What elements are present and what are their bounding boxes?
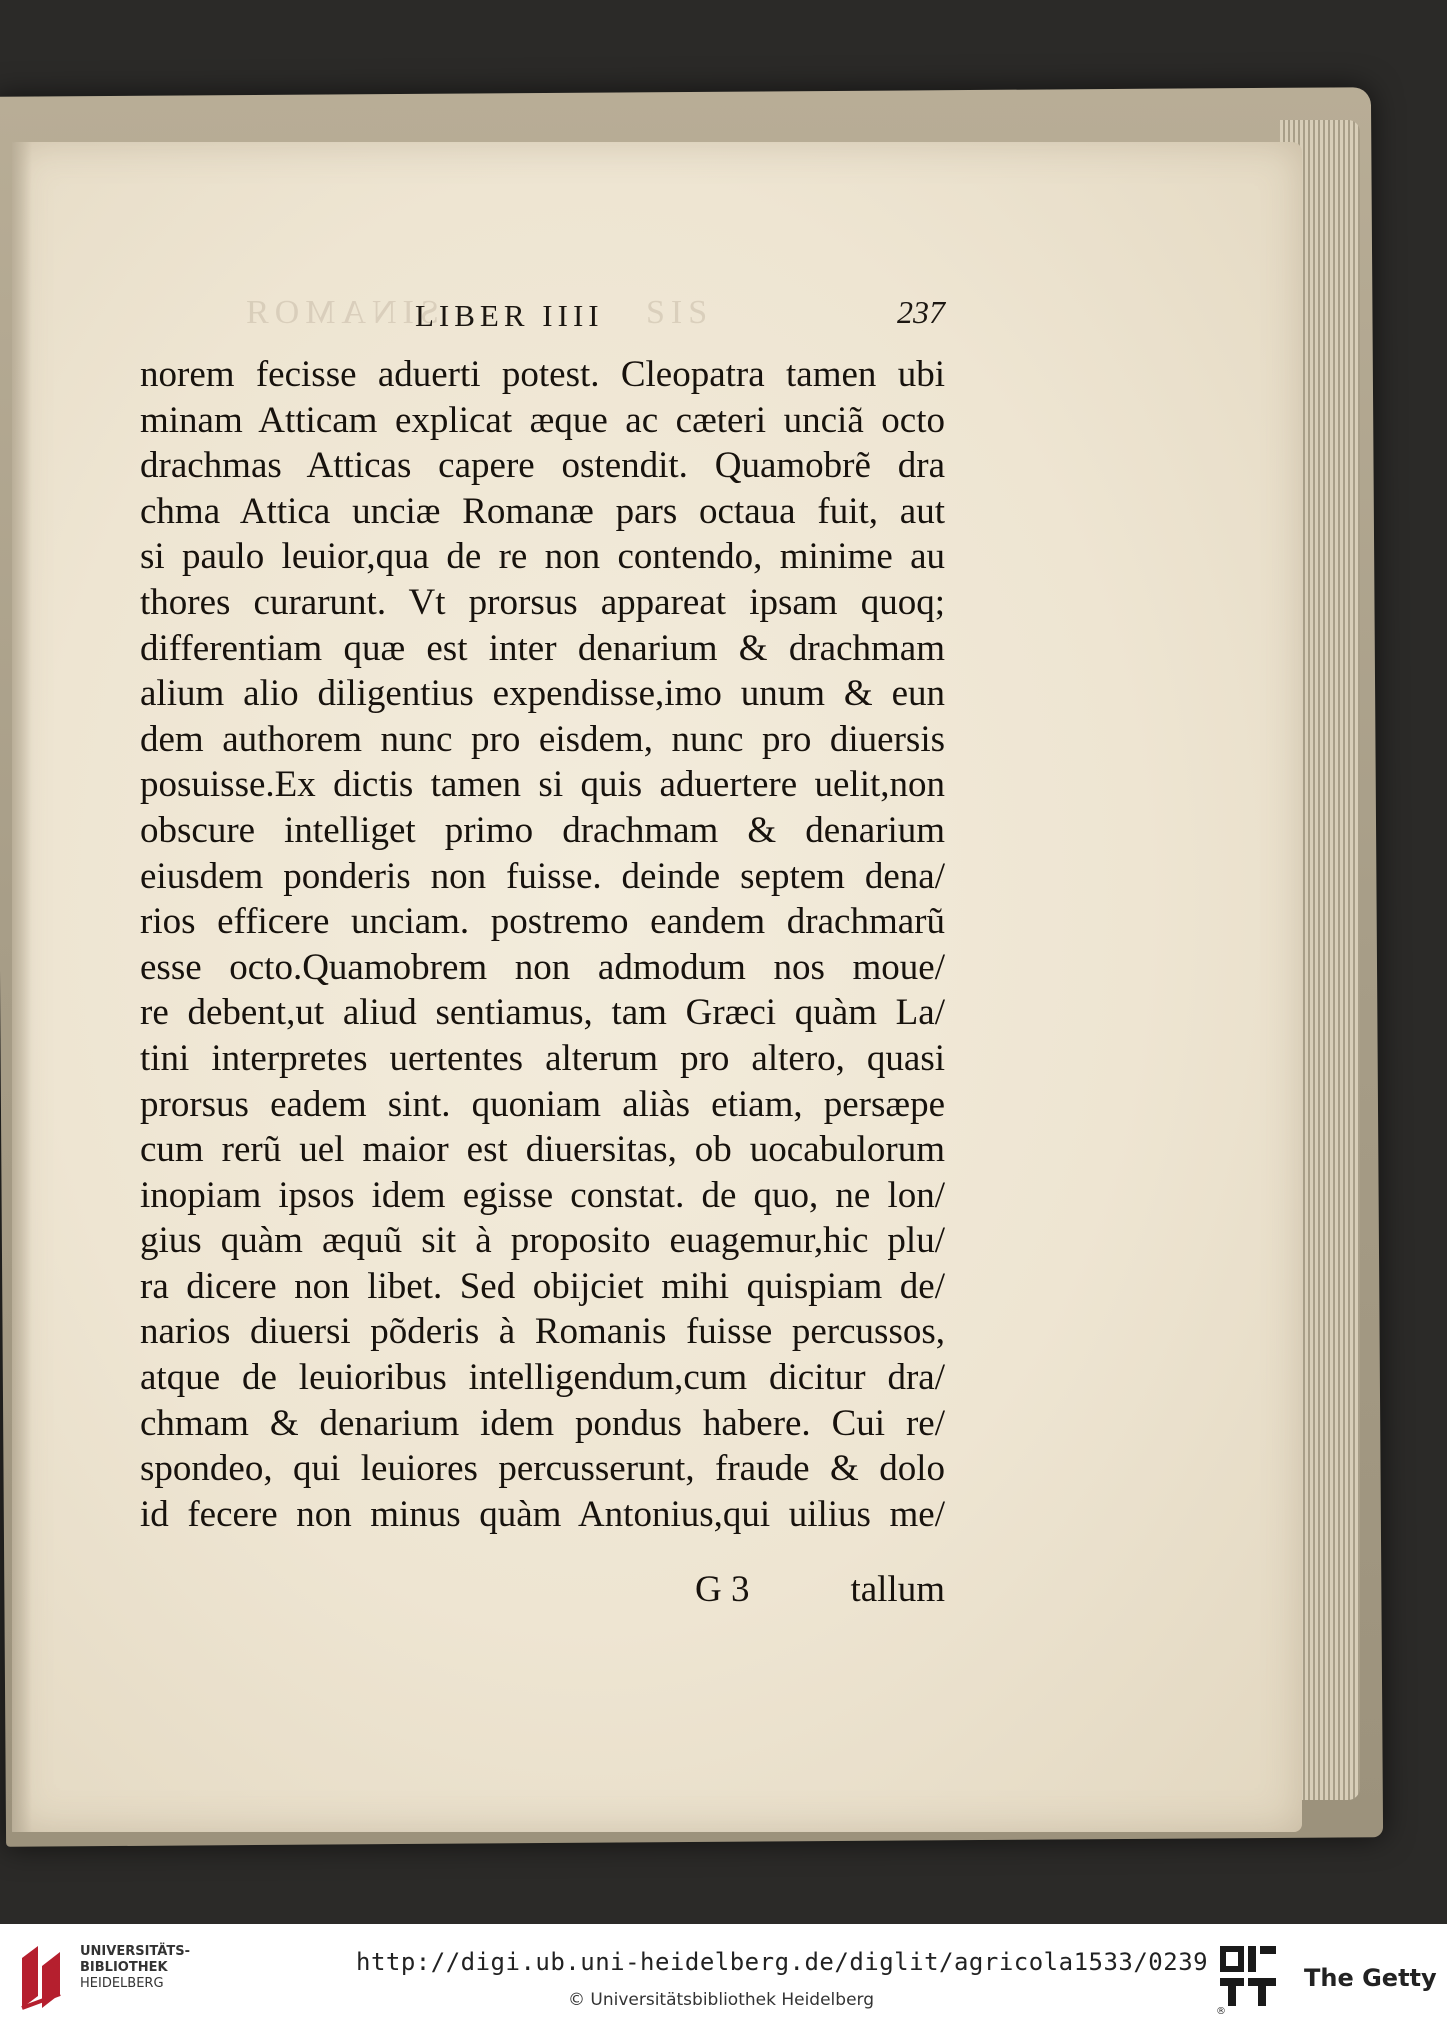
text-line: rios efficere unciam. postremo eandem drachmarũ (140, 901, 945, 943)
text-line: spondeo, qui leuiores percusserunt, fraude & dolo (140, 1448, 945, 1490)
text-line: prorsus eadem sint. quoniam aliàs etiam, persæpe (140, 1083, 945, 1125)
page-gutter-shadow (12, 142, 32, 1832)
text-line: si paulo leuior,qua de re non contendo, minime au (140, 536, 945, 578)
text-line: atque de leuioribus intelligendum,cum dicitur dra/ (140, 1357, 945, 1399)
text-line: norem fecisse aduerti potest. Cleopatra tamen ubi (140, 354, 945, 395)
text-line: obscure intelliget primo drachmam & denarium (140, 809, 945, 851)
library-name (80, 1944, 190, 1992)
page-number: 237 (897, 294, 945, 330)
permalink-url[interactable]: http://digi.ub.uni-heidelberg.de/diglit/agricola1533/0239 (356, 1948, 1209, 1976)
getty-name: The Getty (1304, 1964, 1437, 1992)
library-name-line2: BIBLIOTHEK (80, 1960, 168, 1975)
text-block (140, 352, 945, 1537)
copyright-notice: © Universitätsbibliothek Heidelberg (568, 1990, 875, 2010)
text-line: dem authorem nunc pro eisdem, nunc pro diuersis (140, 718, 945, 760)
signature-mark: G 3 (695, 1569, 750, 1610)
running-title: LIBER IIII (415, 298, 604, 333)
text-line: differentiam quæ est inter denarium & drachmam (140, 627, 945, 669)
text-line: re debent,ut aliud sentiamus, tam Græci quàm La/ (140, 992, 945, 1034)
show-through-text: ƧIƧ (640, 294, 708, 331)
text-line: id fecere non minus quàm Antonius,qui uilius me/ (140, 1493, 945, 1535)
university-library-logo-icon[interactable] (16, 1938, 70, 2014)
library-name-line1: UNIVERSITÄTS- (80, 1944, 190, 1959)
text-line: minam Atticam explicat æque ac cæteri unciã octo (140, 399, 945, 441)
text-line: thores curarunt. Vt prorsus appareat ipsam quoq; (140, 581, 945, 623)
text-line: alium alio diligentius expendisse,imo unum & eun (140, 673, 945, 715)
signature-line (140, 1568, 945, 1618)
text-line: narios diuersi põderis à Romanis fuisse percussos, (140, 1311, 945, 1353)
catchword: tallum (850, 1569, 945, 1610)
text-line: eiusdem ponderis non fuisse. deinde septem dena/ (140, 855, 945, 897)
getty-logo-icon[interactable] (1218, 1944, 1278, 2008)
text-line: drachmas Atticas capere ostendit. Quamobrẽ dra (140, 445, 945, 487)
page-header (140, 290, 945, 340)
text-line: cum rerũ uel maior est diuersitas, ob uocabulorum (140, 1129, 945, 1171)
text-line: tini interpretes uertentes alterum pro altero, quasi (140, 1037, 945, 1079)
text-line: chmam & denarium idem pondus habere. Cui re/ (140, 1402, 945, 1444)
text-line: inopiam ipsos idem egisse constat. de quo, ne lon/ (140, 1174, 945, 1216)
library-name-line3: HEIDELBERG (80, 1976, 164, 1991)
text-line: ra dicere non libet. Sed obijciet mihi quispiam de/ (140, 1265, 945, 1307)
footer-bar (0, 1924, 1447, 2029)
getty-registered-mark: ® (1216, 2006, 1226, 2017)
text-line: posuisse.Ex dictis tamen si quis aduertere uelit,non (140, 764, 945, 806)
text-line: chma Attica unciæ Romanæ pars octaua fuit, aut (140, 490, 945, 532)
text-line: esse octo.Quamobrem non admodum nos moue/ (140, 946, 945, 988)
text-line: gius quàm æquũ sit à proposito euagemur,hic plu/ (140, 1220, 945, 1262)
show-through-text: SINAMOЯ (240, 294, 439, 331)
